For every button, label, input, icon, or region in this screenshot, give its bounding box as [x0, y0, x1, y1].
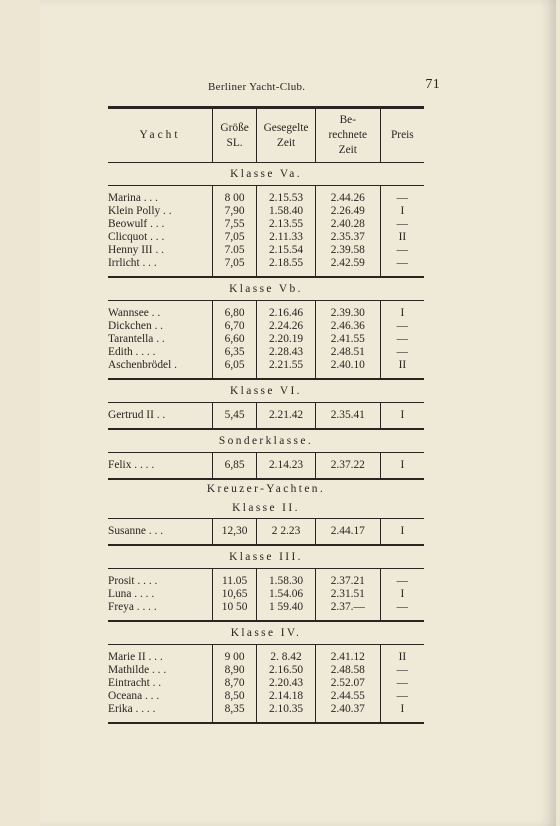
prize: — — [380, 218, 424, 231]
calculated-time: 2.39.58 — [315, 244, 380, 257]
calculated-time: 2.37.— — [315, 601, 380, 621]
sailed-time: 1.54.06 — [257, 588, 316, 601]
prize: — — [380, 186, 424, 206]
yacht-size: 6,80 — [212, 301, 256, 321]
yacht-size: 12,30 — [212, 519, 256, 546]
calculated-time: 2.35.37 — [315, 231, 380, 244]
page-header-title: Berliner Yacht-Club. — [208, 81, 306, 93]
book-page — [40, 0, 556, 826]
sailed-time: 1.58.30 — [257, 569, 316, 589]
section-title: Klasse VI. — [108, 379, 424, 403]
calculated-time: 2.40.10 — [315, 359, 380, 379]
calculated-time: 2.44.55 — [315, 690, 380, 703]
prize: I — [380, 205, 424, 218]
yacht-name: Klein Polly . . — [108, 205, 172, 217]
yacht-name: Freya . . . . — [108, 601, 212, 621]
table-row — [108, 320, 424, 333]
section-klasse-vb — [108, 277, 424, 301]
table-row — [108, 664, 424, 677]
calculated-time: 2.26.49 — [315, 205, 380, 218]
yacht-size: 7,55 — [212, 218, 256, 231]
calculated-time: 2.52.07 — [315, 677, 380, 690]
table-row — [108, 588, 424, 601]
sailed-time: 2.21.42 — [257, 403, 316, 430]
yacht-name: Wannsee . . — [108, 307, 161, 319]
yacht-name: Oceana . . . — [108, 690, 160, 702]
column-header-prize: Preis — [380, 108, 424, 163]
prize: I — [380, 703, 424, 723]
prize: — — [380, 320, 424, 333]
yacht-size: 6,35 — [212, 346, 256, 359]
column-header-yacht: Yacht — [108, 108, 212, 163]
prize: II — [380, 359, 424, 379]
column-header-calc-line3: Zeit — [338, 144, 357, 156]
prize: — — [380, 664, 424, 677]
yacht-size: 6,70 — [212, 320, 256, 333]
section-sonderklasse — [108, 429, 424, 453]
prize: II — [380, 231, 424, 244]
sailed-time: 2.10.35 — [257, 703, 316, 723]
sailed-time: 2.13.55 — [257, 218, 316, 231]
section-rows-klasse-va — [108, 186, 424, 278]
prize: II — [380, 645, 424, 665]
yacht-size: 8,70 — [212, 677, 256, 690]
calculated-time: 2.46.36 — [315, 320, 380, 333]
yacht-name: Henny III . . — [108, 244, 164, 256]
section-kreuzer-yachten — [108, 479, 424, 519]
section-subtitle: Klasse II. — [108, 498, 424, 519]
table-row — [108, 301, 424, 321]
calculated-time: 2.39.30 — [315, 301, 380, 321]
table-row — [108, 244, 424, 257]
calculated-time: 2.41.55 — [315, 333, 380, 346]
column-header-sailed-time — [257, 108, 316, 163]
column-header-size-line2: SL. — [226, 136, 243, 149]
table-row — [108, 333, 424, 346]
table-row — [108, 519, 424, 546]
yacht-name: Tarantella . . — [108, 333, 165, 345]
prize: I — [380, 301, 424, 321]
table-row — [108, 645, 424, 665]
sailed-time: 2. 8.42 — [257, 645, 316, 665]
section-title: Sonderklasse. — [108, 429, 424, 453]
section-title: Kreuzer-Yachten. — [206, 482, 326, 495]
yacht-size: 6,85 — [212, 453, 256, 480]
yacht-name: Mathilde . . . — [108, 664, 167, 676]
sailed-time: 2.16.46 — [257, 301, 316, 321]
yacht-name: Edith . . . . — [108, 346, 156, 358]
column-header-calculated-time — [315, 108, 380, 163]
yacht-size: 5,45 — [212, 403, 256, 430]
sailed-time: 1.58.40 — [257, 205, 316, 218]
calculated-time: 2.37.21 — [315, 569, 380, 589]
calculated-time: 2.44.26 — [315, 186, 380, 206]
table-row — [108, 257, 424, 277]
sailed-time: 2 2.23 — [257, 519, 316, 546]
table-row — [108, 218, 424, 231]
table-row — [108, 231, 424, 244]
table-row — [108, 186, 424, 206]
prize: I — [380, 403, 424, 430]
yacht-size: 8 00 — [212, 186, 256, 206]
yacht-size: 8,50 — [212, 690, 256, 703]
table-row — [108, 703, 424, 723]
prize: — — [380, 690, 424, 703]
prize: I — [380, 453, 424, 480]
prize: — — [380, 677, 424, 690]
yacht-name: Susanne . . . — [108, 519, 212, 546]
yacht-name: Clicquot . . . — [108, 231, 165, 243]
sailed-time: 2.20.43 — [257, 677, 316, 690]
calculated-time: 2.41.12 — [315, 645, 380, 665]
column-header-size-line1: Größe — [220, 121, 249, 134]
yacht-size: 7,05 — [212, 231, 256, 244]
sailed-time: 1 59.40 — [257, 601, 316, 621]
yacht-name: Marina . . . — [108, 192, 158, 204]
section-rows-klasse-iii — [108, 569, 424, 622]
table-row — [108, 601, 424, 621]
sailed-time: 2.14.18 — [257, 690, 316, 703]
sailed-time: 2.14.23 — [257, 453, 316, 480]
table-header — [108, 108, 424, 163]
sailed-time: 2.15.53 — [257, 186, 316, 206]
yacht-name: Prosit . . . . — [108, 575, 158, 587]
yacht-name: Felix . . . . — [108, 453, 212, 480]
prize: — — [380, 333, 424, 346]
table-row — [108, 359, 424, 379]
yacht-name: Marie II . . . — [108, 651, 163, 663]
race-results-table — [108, 106, 424, 724]
table-row — [108, 205, 424, 218]
section-klasse-vi — [108, 379, 424, 403]
yacht-name: Aschenbrödel . — [108, 359, 212, 379]
prize: I — [380, 519, 424, 546]
yacht-size: 6,60 — [212, 333, 256, 346]
sailed-time: 2.11.33 — [257, 231, 316, 244]
yacht-size: 7.05 — [212, 244, 256, 257]
sailed-time: 2.28.43 — [257, 346, 316, 359]
column-header-calc-line1: Be- — [339, 114, 357, 126]
column-header-sailed-line2: Zeit — [276, 136, 296, 149]
table-row — [108, 690, 424, 703]
table-row — [108, 453, 424, 480]
yacht-size: 8,90 — [212, 664, 256, 677]
sailed-time: 2.16.50 — [257, 664, 316, 677]
page-number: 71 — [425, 77, 440, 92]
prize: I — [380, 588, 424, 601]
prize: — — [380, 346, 424, 359]
section-klasse-iii — [108, 545, 424, 569]
yacht-size: 10,65 — [212, 588, 256, 601]
yacht-name: Beowulf . . . — [108, 218, 165, 230]
section-title: Klasse IV. — [108, 621, 424, 645]
prize: — — [380, 601, 424, 621]
prize: — — [380, 257, 424, 277]
section-title: Klasse III. — [108, 545, 424, 569]
yacht-size: 7,90 — [212, 205, 256, 218]
yacht-name: Dickchen . . — [108, 320, 164, 332]
section-rows-klasse-ii — [108, 519, 424, 546]
column-header-size — [212, 108, 256, 163]
column-header-sailed-line1: Gesegelte — [263, 121, 309, 134]
yacht-name: Erika . . . . — [108, 703, 212, 723]
section-title: Klasse Vb. — [108, 277, 424, 301]
yacht-size: 6,05 — [212, 359, 256, 379]
calculated-time: 2.44.17 — [315, 519, 380, 546]
yacht-size: 7,05 — [212, 257, 256, 277]
calculated-time: 2.35.41 — [315, 403, 380, 430]
yacht-size: 10 50 — [212, 601, 256, 621]
sailed-time: 2.15.54 — [257, 244, 316, 257]
sailed-time: 2.20.19 — [257, 333, 316, 346]
prize: — — [380, 569, 424, 589]
calculated-time: 2.31.51 — [315, 588, 380, 601]
yacht-name: Irrlicht . . . — [108, 257, 212, 277]
sailed-time: 2.18.55 — [257, 257, 316, 277]
yacht-name: Luna . . . . — [108, 588, 155, 600]
yacht-size: 9 00 — [212, 645, 256, 665]
table-row — [108, 403, 424, 430]
prize: — — [380, 244, 424, 257]
yacht-size: 8,35 — [212, 703, 256, 723]
calculated-time: 2.48.51 — [315, 346, 380, 359]
section-klasse-va — [108, 163, 424, 186]
section-klasse-iv — [108, 621, 424, 645]
yacht-name: Gertrud II . . — [108, 403, 212, 430]
yacht-name: Eintracht . . — [108, 677, 162, 689]
section-rows-klasse-vi — [108, 403, 424, 430]
calculated-time: 2.40.28 — [315, 218, 380, 231]
calculated-time: 2.42.59 — [315, 257, 380, 277]
calculated-time: 2.40.37 — [315, 703, 380, 723]
column-header-calc-line2: rechnete — [328, 129, 368, 141]
section-title: Klasse Va. — [108, 163, 424, 186]
calculated-time: 2.48.58 — [315, 664, 380, 677]
table-row — [108, 677, 424, 690]
section-rows-klasse-vb — [108, 301, 424, 380]
calculated-time: 2.37.22 — [315, 453, 380, 480]
table-row — [108, 346, 424, 359]
sailed-time: 2.24.26 — [257, 320, 316, 333]
sailed-time: 2.21.55 — [257, 359, 316, 379]
yacht-size: 11.05 — [212, 569, 256, 589]
section-rows-sonderklasse — [108, 453, 424, 480]
table-row — [108, 569, 424, 589]
section-rows-klasse-iv — [108, 645, 424, 724]
